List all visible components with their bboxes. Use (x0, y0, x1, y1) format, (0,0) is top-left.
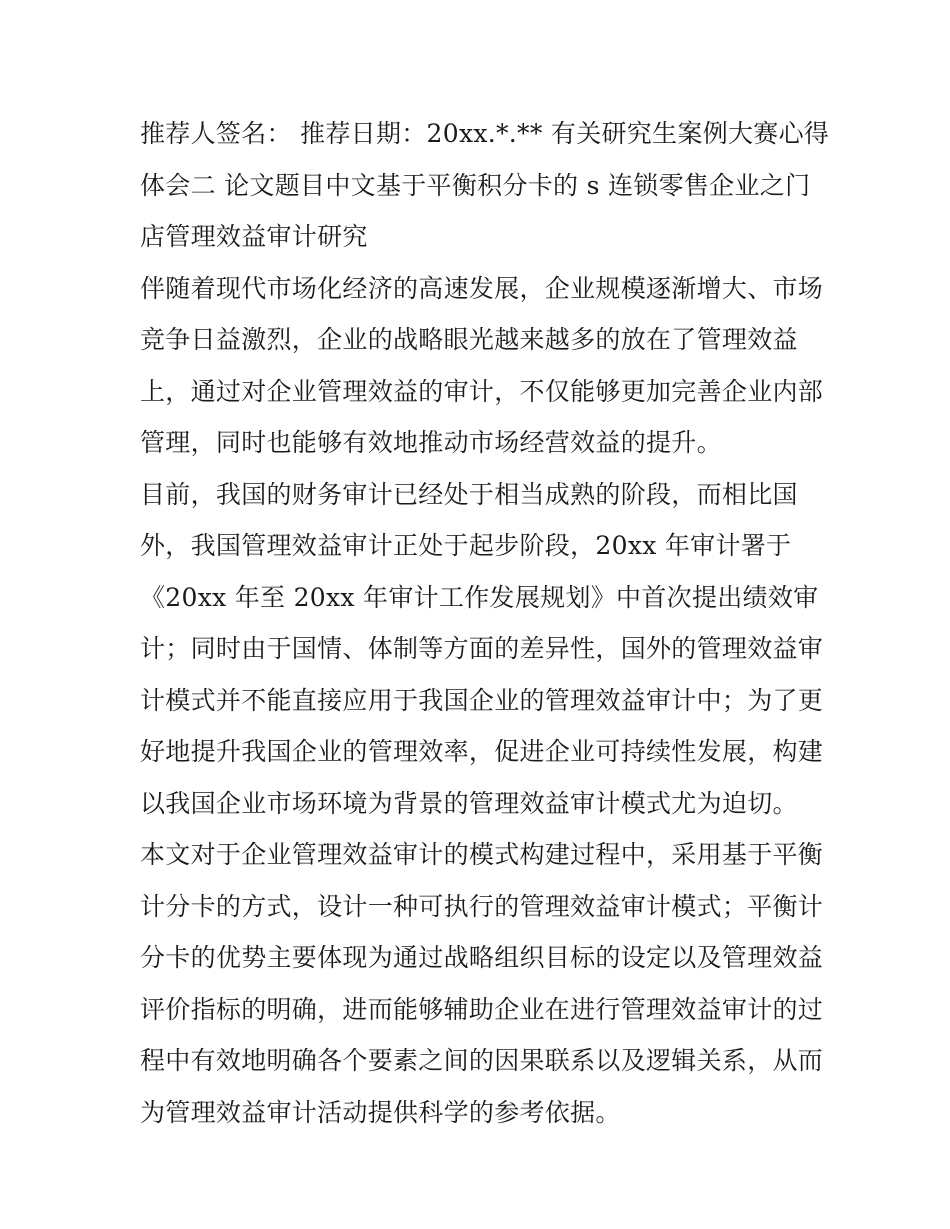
text-line: 为管理效益审计活动提供科学的参考依据。 (140, 1097, 621, 1127)
text-line: 分卡的优势主要体现为通过战略组织目标的设定以及管理效益 (140, 943, 824, 972)
text-line: 好地提升我国企业的管理效率，促进企业可持续性发展，构建 (140, 737, 824, 766)
text-line: 管理，同时也能够有效地推动市场经营效益的提升。 (140, 428, 722, 457)
text-line: 店管理效益审计研究 (140, 222, 368, 251)
paragraph-current-status (140, 469, 824, 830)
document-body (140, 108, 830, 1138)
text-line: 计模式并不能直接应用于我国企业的管理效益审计中；为了更 (140, 685, 824, 715)
paragraph-background (140, 263, 824, 469)
text-line: 推荐人签名： 推荐日期：20xx.*.** 有关研究生案例大赛心得 (140, 119, 830, 148)
text-line: 评价指标的明确，进而能够辅助企业在进行管理效益审计的过 (140, 994, 824, 1024)
paragraph-method (140, 829, 824, 1138)
paragraph-header (140, 108, 830, 263)
text-line: 程中有效地明确各个要素之间的因果联系以及逻辑关系，从而 (140, 1046, 824, 1075)
text-line: 本文对于企业管理效益审计的模式构建过程中，采用基于平衡 (140, 840, 824, 869)
text-line: 体会二 论文题目中文基于平衡积分卡的 s 连锁零售企业之门 (140, 170, 811, 200)
text-line: 计；同时由于国情、体制等方面的差异性，国外的管理效益审 (140, 634, 824, 663)
text-line: 上，通过对企业管理效益的审计，不仅能够更加完善企业内部 (140, 376, 824, 406)
text-line: 竞争日益激烈，企业的战略眼光越来越多的放在了管理效益 (140, 325, 798, 354)
text-line: 计分卡的方式，设计一种可执行的管理效益审计模式；平衡计 (140, 891, 824, 921)
text-line: 外，我国管理效益审计正处于起步阶段，20xx 年审计署于 (140, 531, 792, 560)
text-line: 目前，我国的财务审计已经处于相当成熟的阶段，而相比国 (140, 479, 798, 509)
text-line: 《20xx 年至 20xx 年审计工作发展规划》中首次提出绩效审 (140, 582, 819, 612)
text-line: 以我国企业市场环境为背景的管理效益审计模式尤为迫切。 (140, 788, 798, 818)
text-line: 伴随着现代市场化经济的高速发展，企业规模逐渐增大、市场 (140, 273, 824, 303)
